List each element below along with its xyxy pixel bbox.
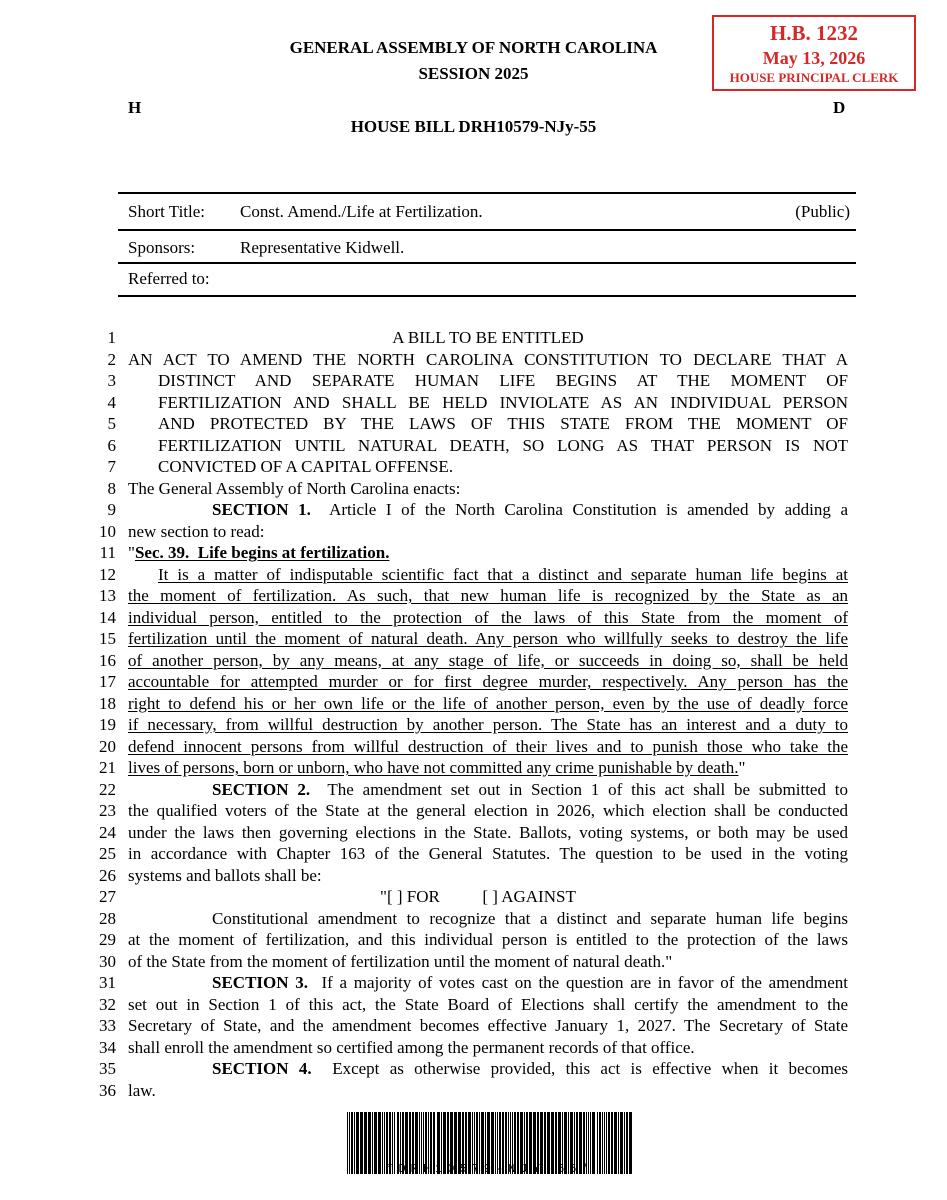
line-segment: " bbox=[738, 758, 746, 777]
line-number: 27 bbox=[99, 887, 116, 906]
line-number: 24 bbox=[99, 822, 116, 842]
line-segment: FERTILIZATION AND SHALL BE HELD INVIOLATE AS AN INDIVIDUAL PERSON bbox=[158, 392, 848, 412]
section-heading: SECTION 1. bbox=[212, 500, 311, 519]
sponsors-row bbox=[118, 232, 856, 266]
line-segment: of another person, by any means, at any stage of life, or succeeds in doing so, shall be held bbox=[128, 650, 848, 670]
line-segment: AN ACT TO AMEND THE NORTH CAROLINA CONSTITUTION TO DECLARE THAT A bbox=[128, 349, 848, 369]
bill-line-text bbox=[128, 350, 848, 370]
bill-line-text bbox=[128, 737, 848, 757]
bill-line-text bbox=[128, 758, 848, 778]
bill-line-text bbox=[128, 1081, 848, 1101]
section-heading: Sec. 39. Life begins at fertilization. bbox=[134, 543, 390, 562]
line-number: 35 bbox=[99, 1059, 116, 1078]
line-segment: law. bbox=[128, 1080, 156, 1100]
bill-line-text bbox=[380, 887, 576, 907]
referred-row bbox=[118, 263, 856, 297]
line-number: 36 bbox=[99, 1080, 116, 1100]
bill-line-text bbox=[128, 715, 848, 735]
line-number: 18 bbox=[99, 693, 116, 713]
bill-line-text bbox=[128, 586, 848, 606]
line-number: 22 bbox=[99, 779, 116, 799]
sponsors-value: Representative Kidwell. bbox=[240, 238, 405, 257]
bill-line-text bbox=[128, 866, 848, 886]
bill-line-text bbox=[128, 1016, 848, 1036]
line-number: 23 bbox=[99, 801, 116, 820]
bill-line-text bbox=[128, 952, 848, 972]
line-segment: Secretary of State, and the amendment becomes effective January 1, 2027. The Secretary of State bbox=[128, 1016, 848, 1035]
line-number: 26 bbox=[99, 865, 116, 885]
line-segment: if necessary, from willful destruction by another person. The State has an interest and a duty to bbox=[128, 715, 848, 734]
bill-line-text bbox=[128, 780, 848, 800]
line-segment: defend innocent persons from willful destruction of their lives and to punish those who take the bbox=[128, 736, 848, 756]
assembly-heading: GENERAL ASSEMBLY OF NORTH CAROLINA bbox=[289, 38, 658, 57]
line-segment: set out in Section 1 of this act, the State Board of Elections shall certify the amendment to the bbox=[128, 994, 848, 1014]
bill-line-text bbox=[128, 629, 848, 649]
line-number: 19 bbox=[99, 715, 116, 734]
line-segment: systems and ballots shall be: bbox=[128, 865, 322, 885]
bill-line-text bbox=[128, 651, 848, 671]
bill-line-text bbox=[128, 328, 848, 348]
title-rule-top bbox=[118, 192, 856, 194]
bill-id: HOUSE BILL DRH10579-NJy-55 bbox=[350, 117, 597, 136]
bill-line-text bbox=[158, 414, 848, 434]
bill-line-text bbox=[128, 543, 848, 563]
line-segment: "[ ] FOR [ ] AGAINST bbox=[380, 887, 576, 906]
line-number: 30 bbox=[99, 951, 116, 971]
line-segment: Article I of the North Carolina Constitution is amended by adding a bbox=[310, 500, 848, 519]
line-number: 7 bbox=[107, 457, 116, 476]
line-segment: shall enroll the amendment so certified among the permanent records of that office. bbox=[128, 1037, 695, 1057]
section-heading: SECTION 2. bbox=[212, 779, 311, 799]
bill-line-text bbox=[128, 844, 848, 864]
section-heading: SECTION 3. bbox=[212, 973, 308, 992]
barcode-text: *DRH10579-NJY-55* bbox=[386, 1162, 594, 1176]
line-number: 25 bbox=[99, 844, 116, 863]
line-number: 16 bbox=[99, 650, 116, 670]
line-number: 33 bbox=[99, 1016, 116, 1035]
title-rule-1 bbox=[118, 229, 856, 231]
line-segment: new section to read: bbox=[128, 521, 265, 541]
line-segment: If a majority of votes cast on the question are in favor of the amendment bbox=[308, 973, 848, 992]
sponsors-label: Sponsors: bbox=[128, 238, 196, 257]
bill-line-text bbox=[128, 909, 848, 929]
line-number: 28 bbox=[99, 908, 116, 928]
line-segment: It is a matter of indisputable scientific fact that a distinct and separate human life begins at bbox=[158, 564, 848, 584]
stamp-clerk: HOUSE PRINCIPAL CLERK bbox=[729, 70, 899, 85]
short-title-row bbox=[118, 196, 856, 230]
title-rule-bottom bbox=[118, 295, 856, 297]
chamber-left: H bbox=[128, 98, 142, 117]
public-label: (Public) bbox=[795, 202, 850, 221]
line-number: 15 bbox=[99, 629, 116, 648]
section-heading: SECTION 4. bbox=[212, 1059, 312, 1078]
line-number: 20 bbox=[99, 736, 116, 756]
line-number: 31 bbox=[99, 973, 116, 992]
line-number: 4 bbox=[107, 392, 116, 412]
line-segment: accountable for attempted murder or for first degree murder, respectively. Any person has the bbox=[128, 672, 848, 691]
line-number: 3 bbox=[107, 371, 116, 390]
line-segment: in accordance with Chapter 163 of the General Statutes. The question to be used in the voting bbox=[128, 844, 848, 863]
line-number: 13 bbox=[99, 586, 116, 605]
line-number: 5 bbox=[107, 414, 116, 433]
line-number: 8 bbox=[107, 478, 116, 498]
bill-line-text bbox=[128, 608, 848, 628]
bill-line-text bbox=[128, 565, 848, 585]
line-number: 34 bbox=[99, 1037, 116, 1057]
stamp-date: May 13, 2026 bbox=[762, 48, 866, 68]
line-segment: lives of persons, born or unborn, who have not committed any crime punishable by death. bbox=[128, 758, 739, 777]
chamber-right: D bbox=[833, 98, 846, 117]
short-title-label: Short Title: bbox=[128, 202, 206, 221]
bill-line-text bbox=[128, 995, 848, 1015]
session-heading: SESSION 2025 bbox=[418, 64, 529, 83]
stamp-bill-number: H.B. 1232 bbox=[769, 21, 859, 45]
bill-line-text bbox=[128, 1038, 848, 1058]
referred-label: Referred to: bbox=[128, 269, 210, 288]
line-segment: The General Assembly of North Carolina enacts: bbox=[128, 478, 461, 498]
bill-line-text bbox=[128, 973, 848, 993]
line-segment: Except as otherwise provided, this act is effective when it becomes bbox=[311, 1059, 849, 1078]
line-number: 14 bbox=[99, 607, 116, 627]
bill-line-text bbox=[128, 930, 848, 950]
line-number: 21 bbox=[99, 758, 116, 777]
line-number: 12 bbox=[99, 564, 116, 584]
bill-line-text bbox=[158, 371, 848, 391]
line-number: 2 bbox=[107, 349, 116, 369]
line-number: 6 bbox=[107, 435, 116, 455]
bill-line-text bbox=[158, 393, 848, 413]
line-segment: The amendment set out in Section 1 of this act shall be submitted to bbox=[310, 779, 848, 799]
bill-line-text bbox=[158, 457, 848, 477]
line-segment: FERTILIZATION UNTIL NATURAL DEATH, SO LONG AS THAT PERSON IS NOT bbox=[158, 435, 848, 455]
line-segment: at the moment of fertilization, and this individual person is entitled to the protection of the laws bbox=[128, 930, 848, 949]
line-number: 11 bbox=[99, 543, 116, 562]
bill-line-text bbox=[128, 1059, 848, 1079]
line-segment: fertilization until the moment of natural death. Any person who willfully seeks to destroy the life bbox=[128, 629, 848, 648]
short-title-value: Const. Amend./Life at Fertilization. bbox=[240, 202, 483, 221]
line-segment: under the laws then governing elections in the State. Ballots, voting systems, or both may be used bbox=[128, 822, 848, 842]
bill-line-text bbox=[128, 823, 848, 843]
line-number: 10 bbox=[99, 521, 116, 541]
line-segment: the moment of fertilization. As such, that new human life is recognized by the State as an bbox=[128, 586, 848, 605]
line-segment: " bbox=[128, 543, 135, 562]
line-segment: CONVICTED OF A CAPITAL OFFENSE. bbox=[158, 457, 454, 476]
line-segment: AND PROTECTED BY THE LAWS OF THIS STATE FROM THE MOMENT OF bbox=[158, 414, 848, 433]
bill-line-text bbox=[128, 672, 848, 692]
bill-line-text bbox=[158, 436, 848, 456]
line-segment: A BILL TO BE ENTITLED bbox=[392, 328, 584, 347]
line-segment: the qualified voters of the State at the general election in 2026, which election shall be conducted bbox=[128, 801, 848, 820]
bill-line-text bbox=[128, 801, 848, 821]
bill-line-text bbox=[128, 479, 848, 499]
line-segment: right to defend his or her own life or the life of another person, even by the use of deadly force bbox=[128, 693, 848, 713]
bill-line-text bbox=[128, 522, 848, 542]
bill-line-text bbox=[128, 694, 848, 714]
line-segment: of the State from the moment of fertilization until the moment of natural death." bbox=[128, 951, 673, 971]
line-segment: Constitutional amendment to recognize that a distinct and separate human life begins bbox=[212, 908, 848, 928]
line-number: 29 bbox=[99, 930, 116, 949]
line-number: 9 bbox=[107, 500, 116, 519]
line-number: 32 bbox=[99, 994, 116, 1014]
bill-line-text bbox=[128, 500, 848, 520]
line-number: 17 bbox=[99, 672, 116, 691]
line-number: 1 bbox=[107, 328, 116, 347]
line-segment: individual person, entitled to the protection of the laws of this State from the moment of bbox=[128, 607, 848, 627]
line-segment: DISTINCT AND SEPARATE HUMAN LIFE BEGINS AT THE MOMENT OF bbox=[158, 371, 848, 390]
